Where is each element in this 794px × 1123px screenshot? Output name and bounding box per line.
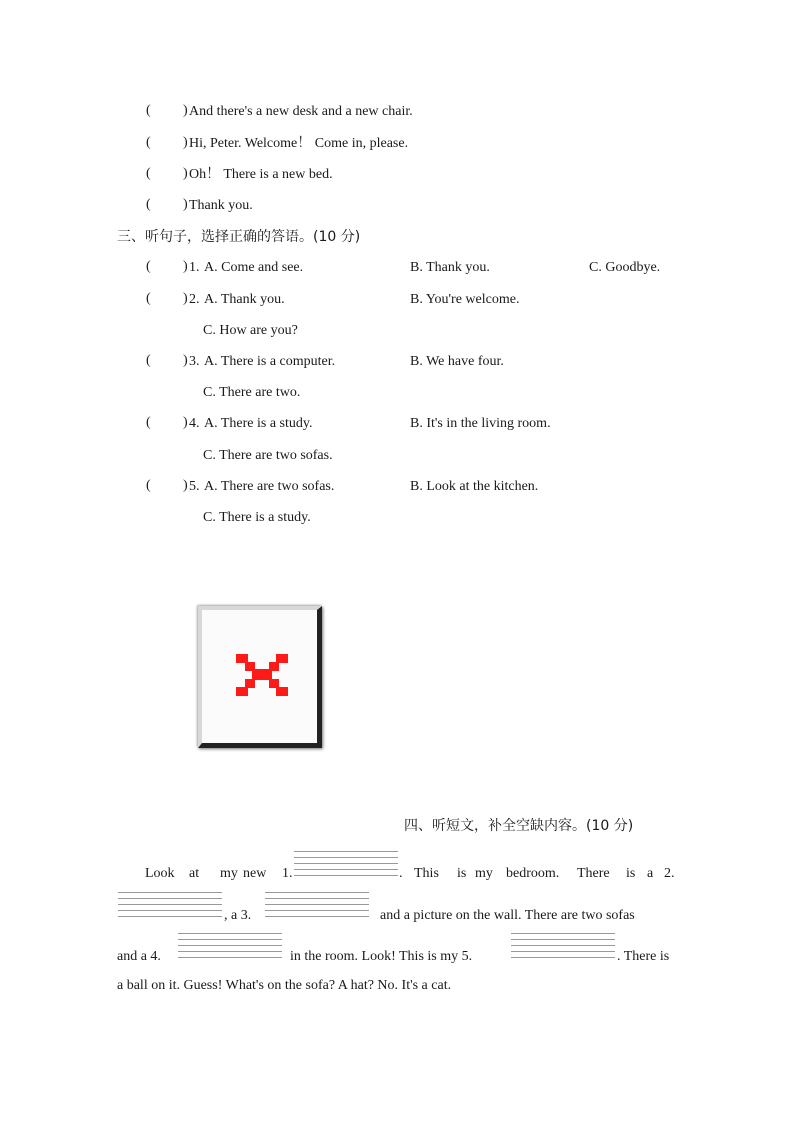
section-4-title: 四、听短文，补全空缺内容。(10 分) [404,818,634,834]
option-b: B. It's in the living room. [410,416,551,431]
option-c: C. There are two sofas. [203,448,333,463]
passage-text: , a 3. [224,908,252,923]
option-b: B. We have four. [410,354,504,369]
option-a: A. Thank you. [204,292,285,307]
blank-number: 2. [664,866,675,881]
broken-image-placeholder [198,606,322,748]
question-number: 5. [189,479,200,494]
section-3-title: 三、听句子，选择正确的答语。(10 分) [117,229,361,245]
option-c: C. There are two. [203,385,301,400]
passage-line-4: a ball on it. Guess! What's on the sofa? A hat? No. It's a cat. [117,978,452,993]
answer-blank-4[interactable] [178,933,282,957]
passage-word: This [414,866,439,881]
option-b: B. Thank you. [410,260,490,275]
passage-text: and a picture on the wall. There are two sofas [380,908,635,923]
ordering-sentence: Hi, Peter. Welcome！ Come in, please. [189,136,409,151]
option-a: A. There is a study. [204,416,313,431]
question-number: 4. [189,416,200,431]
passage-word: bedroom. [506,866,560,881]
option-c: C. Goodbye. [589,260,661,275]
passage-word: a [647,866,654,881]
passage-word: at [189,866,200,881]
option-b: B. You're welcome. [410,292,520,307]
passage-word: my [220,866,238,881]
option-a: A. There is a computer. [204,354,336,369]
passage-word: new [243,866,267,881]
passage-word: is [457,866,467,881]
option-a: A. There are two sofas. [204,479,335,494]
question-number: 3. [189,354,200,369]
question-number: 2. [189,292,200,307]
passage-word: . [399,866,403,881]
answer-blank-2[interactable] [118,892,222,916]
answer-blank-3[interactable] [265,892,369,916]
passage-word: Look [145,866,175,881]
passage-text: and a 4. [117,949,161,964]
answer-blank-1[interactable] [294,851,398,875]
passage-word: There [577,866,610,881]
ordering-sentence: And there's a new desk and a new chair. [189,104,413,119]
blank-number: 1. [282,866,293,881]
broken-image-icon [232,650,292,700]
passage-word: my [475,866,493,881]
passage-text: in the room. Look! This is my 5. [290,949,473,964]
ordering-sentence: Thank you. [189,198,253,213]
answer-blank-5[interactable] [511,933,615,957]
option-b: B. Look at the kitchen. [410,479,539,494]
passage-text: . There is [617,949,670,964]
question-number: 1. [189,260,200,275]
option-c: C. There is a study. [203,510,311,525]
option-a: A. Come and see. [204,260,304,275]
ordering-sentence: Oh！ There is a new bed. [189,167,333,182]
passage-word: is [626,866,636,881]
option-c: C. How are you? [203,323,298,338]
